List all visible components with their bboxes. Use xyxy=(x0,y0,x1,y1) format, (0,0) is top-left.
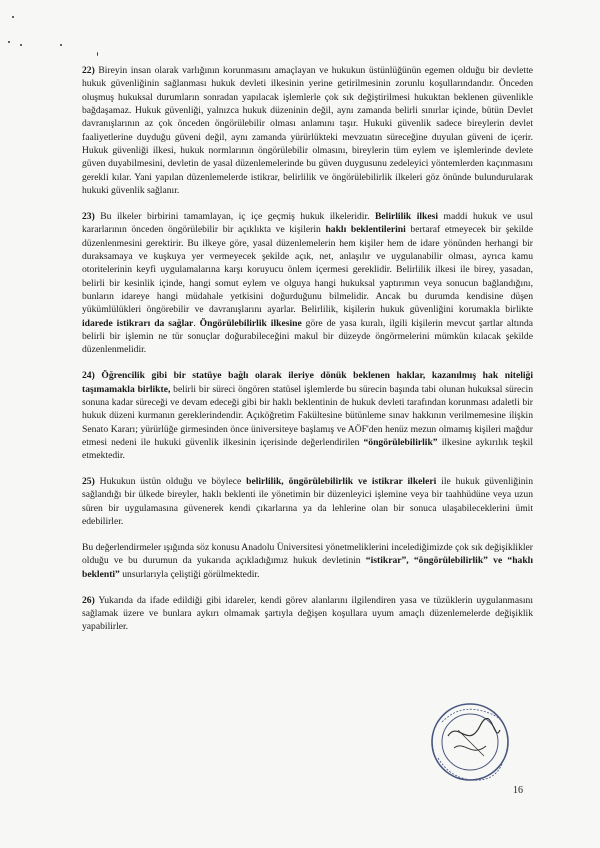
paragraph-number: 23) xyxy=(82,210,95,222)
bold-term: Öğrencilik gibi bir statüye bağlı olarak ileriye dönük beklenen haklar, kazanılmış hak niteliği taşımamakla birlikte, xyxy=(82,370,533,395)
paragraph-text: göre de yasa kuralı, ilgili kişilerin mevcut şartlar altında belirli bir işlemin ne tür sonuçlar doğurabileceğini makul bir düzeyde öngörmelerini mümkün kılacak şekilde düzenlenmelidir. xyxy=(82,317,533,356)
paragraph-text: . xyxy=(193,317,200,329)
bold-term: Öngörülebilirlik ilkesine xyxy=(199,317,302,329)
paragraph-text: ilkesine aykırılık teşkil etmektedir. xyxy=(82,436,533,462)
paragraph-26 xyxy=(82,594,533,634)
paragraph-22 xyxy=(82,64,533,197)
bold-term: Belirlilik ilkesi xyxy=(375,210,439,222)
paragraph-text: Bireyin insan olarak varlığının korunmasını amaçlayan ve hukukun üstünlüğünün egemen olduğu bir devlette hukuk güvenliğinin sağlanması hukuk devleti ilkesinin yerine getirilmesinin zorunlu koşullarındandır. Önceden oluşmuş hukuksal durumların sonradan yapılacak işlemlerle çok sık değiştirilmesi hukuktan beklenen güvenlikle bağdaşamaz. Hukuk güvenliği, yalnızca hukuk düzeninin değil, aynı zamanda belirli sınırlar içinde, bütün Devlet davranışlarının az çok önceden öngörülebilir olması anlamını taşır. Hukuki güvenlik sadece bireylerin devlet faaliyetlerine duyduğu güveni değil, aynı zamanda yürürlükteki mevzuatın süreceğine duyulan güveni de içerir. Hukuk güvenliği ilkesi, hukuk normlarının öngörülebilir olmasını, bireylerin tüm eylem ve işlemlerinde devlete güven duyabilmesini, devletin de yasal düzenlemelerinde bu güven duygusunu zedeleyici yöntemlerden kaçınmasını gerekli kılar. Yani yapılan düzenlemelerde istikrar, belirlilik ve öngörülebilirlik ilkeleri göz önünde bulundurularak hukuki güvenlik sağlanır. xyxy=(82,65,533,197)
scan-speck xyxy=(8,41,10,43)
bold-term: “öngörülebilirlik” xyxy=(363,436,438,448)
bold-term: idarede istikrarı da sağlar xyxy=(82,317,194,329)
paragraph-number: 24) xyxy=(82,370,95,382)
bold-term: haklı beklentilerini xyxy=(325,224,406,236)
paragraph-text: unsurlarıyla çeliştiği görülmektedir. xyxy=(119,568,260,580)
scan-speck xyxy=(12,16,14,18)
paragraph-number: 22) xyxy=(82,65,95,76)
bold-term: belirlilik, öngörülebilirlik ve istikrar ilkeleri xyxy=(246,476,437,488)
paragraph-text: bertaraf etmeyecek bir şekilde düzenlenmesini gerektirir. Bu ilkeye göre, yasal düzenlemelerin hem kişiler hem de idare yönünden herhangi bir duraksamaya ve kuşkuya yer vermeyecek şekilde açık, net, anlaşılır ve uygulanabilir olması, ayrıca kamu otoritelerinin keyfi uygulamalarına karşı koruyucu önlem içermesi gereklidir. Belirlilik ilkesi ile birey, yasadan, belirli bir kesinlik içinde, hangi somut eylem ve olguya hangi hukuksal yaptırımın veya sonucun bağlandığını, bunların idareye hangi müdahale yetkisini doğurduğunu bilmelidir. Ancak bu durumda kendisine düşen yükümlülükleri öngörebilir ve davranışlarını ayarlar. Belirlilik, kişilerin hukuk güvenliğini korumakla birlikte xyxy=(82,224,533,316)
paragraph-text: ile hukuk güvenliğinin sağlandığı bir ülkede bireyler, haklı beklenti ile yönetimin bir düzenleyici işlemine veya bir taahhüdüne veya uzun süren bir uygulamasına güvenerek kendi çıkarlarına ya da lehlerine olan bir sonuca ulaşabileceklerini ümit edebilirler. xyxy=(82,476,533,528)
paragraph-text: Hukukun üstün olduğu ve böylece xyxy=(94,476,247,488)
paragraph-25 xyxy=(82,475,533,528)
paragraph-number: 26) xyxy=(82,594,95,606)
paragraph-text: maddi hukuk ve usul kararlarının önceden öngörülebilir bir açıklıkta ve kişilerin xyxy=(82,210,534,236)
scan-speck xyxy=(97,52,98,56)
paragraph-text: Bu değerlendirmeler ışığında söz konusu Anadolu Üniversitesi yönetmeliklerini incelediğimizde çok sık değişiklikler olduğu ve bu durumun da yukarıda açıkladığımız hukuk devletinin xyxy=(82,542,533,567)
stamp-icon xyxy=(428,700,512,784)
scan-speck xyxy=(20,44,22,46)
paragraph-text: Yukarıda da ifade edildiği gibi idareler, kendi görev alanlarını ilgilendiren yasa ve tüzüklerin uygulanmasını sağlamak üzere ve bunlara aykırı olmamak şartıyla değişen koşullara uyum amaçlı düzenlemelerde değişiklik yapabilirler. xyxy=(82,594,533,633)
paragraph-number: 25) xyxy=(82,476,95,488)
bold-term: “istikrar”, “öngörülebilirlik” ve “haklı beklenti” xyxy=(82,555,533,580)
paragraph-evaluation xyxy=(82,541,533,581)
paragraph-text: Bu ilkeler birbirini tamamlayan, iç içe geçmiş hukuk ilkeleridir. xyxy=(94,210,375,222)
page-number: 16 xyxy=(513,785,523,796)
paragraph-text: belirli bir süreci öngören statüsel işlemlerde bu sürecin başında tabi olunan hukuksal sürecin sonuna kadar süreceği ve devam edeceği gibi bir haklı beklentinin de hukuk devleti tarafından korunması adaletli bir hukuk düzeni kurmanın gereklerindendir. Açıköğretim Fakültesine bütünleme sınav hakkının verilmemesine ilişkin Senato Kararı; yürürlüğe girmesinden önce üniversiteye başlamış ve AÖF'den henüz mezun olmamış kişileri mağdur etmesi nedeni ile hukuki güvenlik ilkesinin içerisinde değerlendirilen xyxy=(82,383,533,448)
paragraph-23 xyxy=(82,210,533,357)
body-text xyxy=(82,64,533,646)
scan-speck xyxy=(60,44,62,46)
paragraph-24 xyxy=(82,369,533,462)
